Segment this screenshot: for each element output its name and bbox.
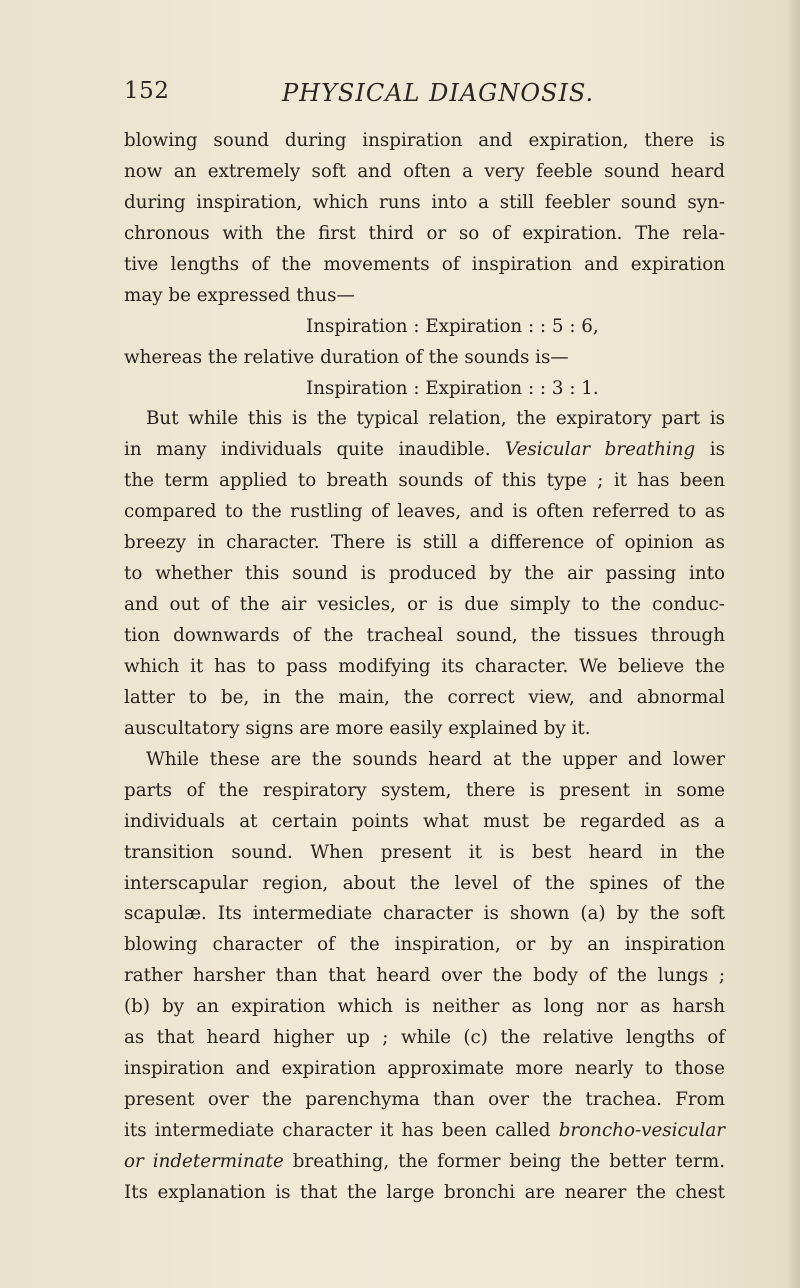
text-line: (b) by an expiration which is neither as long nor as harsh xyxy=(124,996,725,1018)
text-line: scapulæ. Its intermediate character is shown (a) by the soft xyxy=(124,903,725,925)
text-segment: its intermediate character it has been called xyxy=(124,1120,551,1141)
text-line: compared to the rustling of leaves, and is often referred to as xyxy=(124,501,725,523)
text-line: breezy in character. There is still a difference of opinion as xyxy=(124,532,725,554)
text-line: tive lengths of the movements of inspiration and expiration xyxy=(124,253,725,275)
text-line: But while this is the typical relation, the expiratory part is xyxy=(146,408,725,430)
running-head: PHYSICAL DIAGNOSIS. xyxy=(282,79,595,107)
text-line: chronous with the first third or so of expiration. The rela- xyxy=(124,222,725,244)
text-line: individuals at certain points what must be regarded as a xyxy=(124,810,725,832)
text-line: While these are the sounds heard at the upper and lower xyxy=(146,748,725,770)
text-line: tion downwards of the tracheal sound, the tissues through xyxy=(124,625,725,646)
text-segment: is xyxy=(709,439,726,461)
text-line: blowing sound during inspiration and expiration, there is xyxy=(124,130,725,151)
ratio-sounds: Inspiration : Expiration : : 3 : 1. xyxy=(306,377,599,399)
text-line: may be expressed thus— xyxy=(124,284,355,306)
term-vesicular-breathing: Vesicular breathing xyxy=(505,439,696,461)
text-line: parts of the respiratory system, there is present in some xyxy=(124,779,725,801)
text-line xyxy=(124,1147,725,1178)
text-line: inspiration and expiration approximate more nearly to those xyxy=(124,1058,725,1080)
text-line: transition sound. When present it is best heard in the xyxy=(124,841,725,863)
text-line: auscultatory signs are more easily explained by it. xyxy=(124,717,591,739)
text-line xyxy=(124,435,725,466)
text-line: during inspiration, which runs into a still feebler sound syn- xyxy=(124,191,725,213)
term-broncho-vesicular: broncho-vesicular xyxy=(558,1120,726,1141)
text-line: blowing character of the inspiration, or by an inspiration xyxy=(124,934,725,956)
term-indeterminate: or indeterminate xyxy=(124,1150,284,1172)
page-header xyxy=(124,78,720,110)
text-line xyxy=(124,1116,725,1147)
text-line: interscapular region, about the level of the spines of the xyxy=(124,872,725,894)
text-line: whereas the relative duration of the sounds is— xyxy=(124,346,569,368)
ratio-movements: Inspiration : Expiration : : 5 : 6, xyxy=(306,315,599,337)
text-line: now an extremely soft and often a very feeble sound heard xyxy=(124,160,725,182)
text-segment: breathing, the former being the better term. xyxy=(292,1150,726,1172)
page-edge-shadow xyxy=(786,0,800,1288)
text-line: present over the parenchyma than over the trachea. From xyxy=(124,1089,725,1111)
text-line: rather harsher than that heard over the body of the lungs ; xyxy=(124,965,725,987)
page-number: 152 xyxy=(124,78,170,104)
text-line: which it has to pass modifying its character. We believe the xyxy=(124,655,725,677)
text-line: as that heard higher up ; while (c) the relative lengths of xyxy=(124,1027,725,1049)
body-text xyxy=(124,126,725,1209)
text-line: to whether this sound is produced by the air passing into xyxy=(124,563,725,585)
text-line: the term applied to breath sounds of this type ; it has been xyxy=(124,470,725,492)
text-line: latter to be, in the main, the correct view, and abnormal xyxy=(124,686,725,708)
text-segment: in many individuals quite inaudible. xyxy=(124,439,491,461)
text-line: and out of the air vesicles, or is due simply to the conduc- xyxy=(124,594,725,616)
text-line: Its explanation is that the large bronchi are nearer the chest xyxy=(124,1181,725,1203)
